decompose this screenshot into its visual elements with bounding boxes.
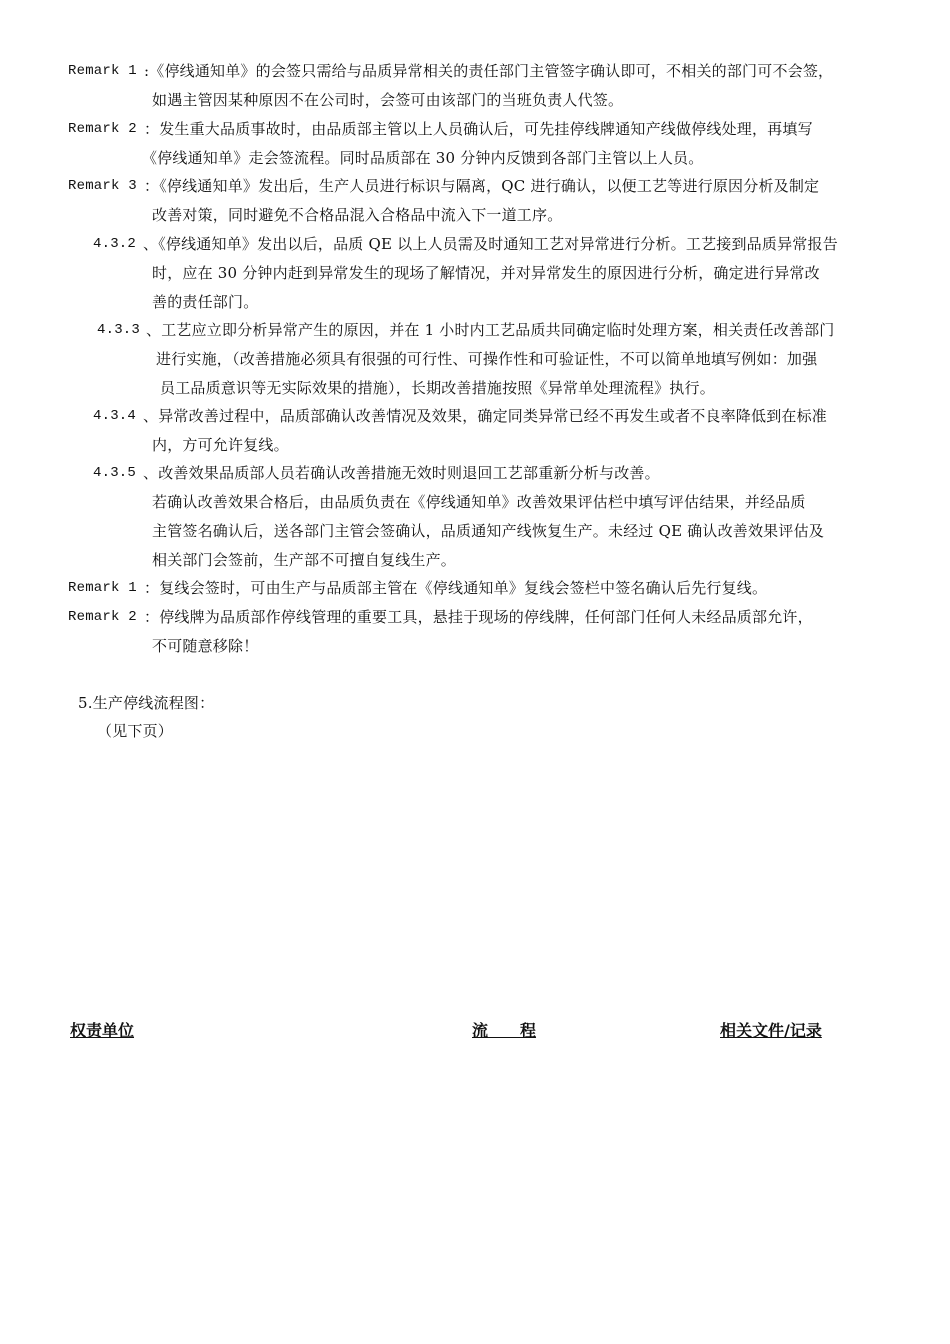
remark-bottom-1-label: Remark 1 <box>68 580 137 596</box>
remark-bottom-1-line1: ：复线会签时，可由生产与品质部主管在《停线通知单》复线会签栏中签名确认后先行复线。 <box>144 579 768 597</box>
section-4-3-4-line2: 内，方可允许复线。 <box>152 436 289 454</box>
section-5-note: （见下页） <box>97 722 174 740</box>
section-4-3-2-line3: 善的责任部门。 <box>152 293 259 311</box>
section-4-3-3-line1: 、工艺应立即分析异常产生的原因，并在 1 小时内工艺品质共同确定临时处理方案，相关责任改善部门 <box>146 321 835 339</box>
remark-top-1-line1: :《停线通知单》的会签只需给与品质异常相关的责任部门主管签字确认即可，不相关的部门可不会签， <box>144 62 834 80</box>
section-4-3-2-line2: 时，应在 30 分钟内赶到异常发生的现场了解情况，并对异常发生的原因进行分析，确定进行异常改 <box>152 264 820 282</box>
remark-top-3-label: Remark 3 <box>68 178 137 194</box>
section-4-3-2-number: 4.3.2 <box>93 236 137 252</box>
section-4-3-2-line1: 、《停线通知单》发出以后，品质 QE 以上人员需及时通知工艺对异常进行分析。工艺接到品质异常报告 <box>143 235 838 253</box>
section-5-title: 5.生产停线流程图： <box>78 694 215 712</box>
section-4-3-5-number: 4.3.5 <box>93 465 137 481</box>
section-4-3-4-number: 4.3.4 <box>93 408 137 424</box>
section-4-3-3-line2: 进行实施，（改善措施必须具有很强的可行性、可操作性和可验证性，不可以简单地填写例如：加强 <box>156 350 818 368</box>
remark-top-3-line1: ：《停线通知单》发出后，生产人员进行标识与隔离，QC 进行确认，以便工艺等进行原因分析及制定 <box>144 177 820 195</box>
remark-top-2-label: Remark 2 <box>68 121 137 137</box>
section-4-3-5-line3: 主管签名确认后，送各部门主管会签确认，品质通知产线恢复生产。未经过 QE 确认改善效果评估及 <box>152 522 824 540</box>
remark-bottom-2-line2: 不可随意移除！ <box>152 637 259 655</box>
section-4-3-5-line2: 若确认改善效果合格后，由品质负责在《停线通知单》改善效果评估栏中填写评估结果，并经品质 <box>152 493 806 511</box>
section-4-3-5-line4: 相关部门会签前，生产部不可擅自复线生产。 <box>152 551 457 569</box>
remark-top-1-label: Remark 1 <box>68 63 137 79</box>
remark-bottom-2-label: Remark 2 <box>68 609 137 625</box>
section-4-3-5-line1: 、改善效果品质部人员若确认改善措施无效时则退回工艺部重新分析与改善。 <box>143 464 660 482</box>
remark-top-2-line1: ：发生重大品质事故时，由品质部主管以上人员确认后，可先挂停线牌通知产线做停线处理，再填写 <box>144 120 813 138</box>
remark-top-3-line2: 改善对策，同时避免不合格品混入合格品中流入下一道工序。 <box>152 206 563 224</box>
header-related-records: 相关文件/记录 <box>720 1021 822 1040</box>
section-4-3-4-line1: 、异常改善过程中，品质部确认改善情况及效果，确定同类异常已经不再发生或者不良率降低到在标准 <box>143 407 828 425</box>
remark-top-1-line2: 如遇主管因某种原因不在公司时，会签可由该部门的当班负责人代签。 <box>152 91 624 109</box>
remark-top-2-line2: 《停线通知单》走会签流程。同时品质部在 30 分钟内反馈到各部门主管以上人员。 <box>142 149 704 167</box>
section-4-3-3-number: 4.3.3 <box>97 322 141 338</box>
section-4-3-3-line3: 员工品质意识等无实际效果的措施），长期改善措施按照《异常单处理流程》执行。 <box>160 379 715 397</box>
remark-bottom-2-line1: ：停线牌为品质部作停线管理的重要工具，悬挂于现场的停线牌，任何部门任何人未经品质部允许， <box>144 608 813 626</box>
header-responsible-unit: 权责单位 <box>70 1021 135 1040</box>
header-process: 流 程 <box>472 1021 537 1040</box>
